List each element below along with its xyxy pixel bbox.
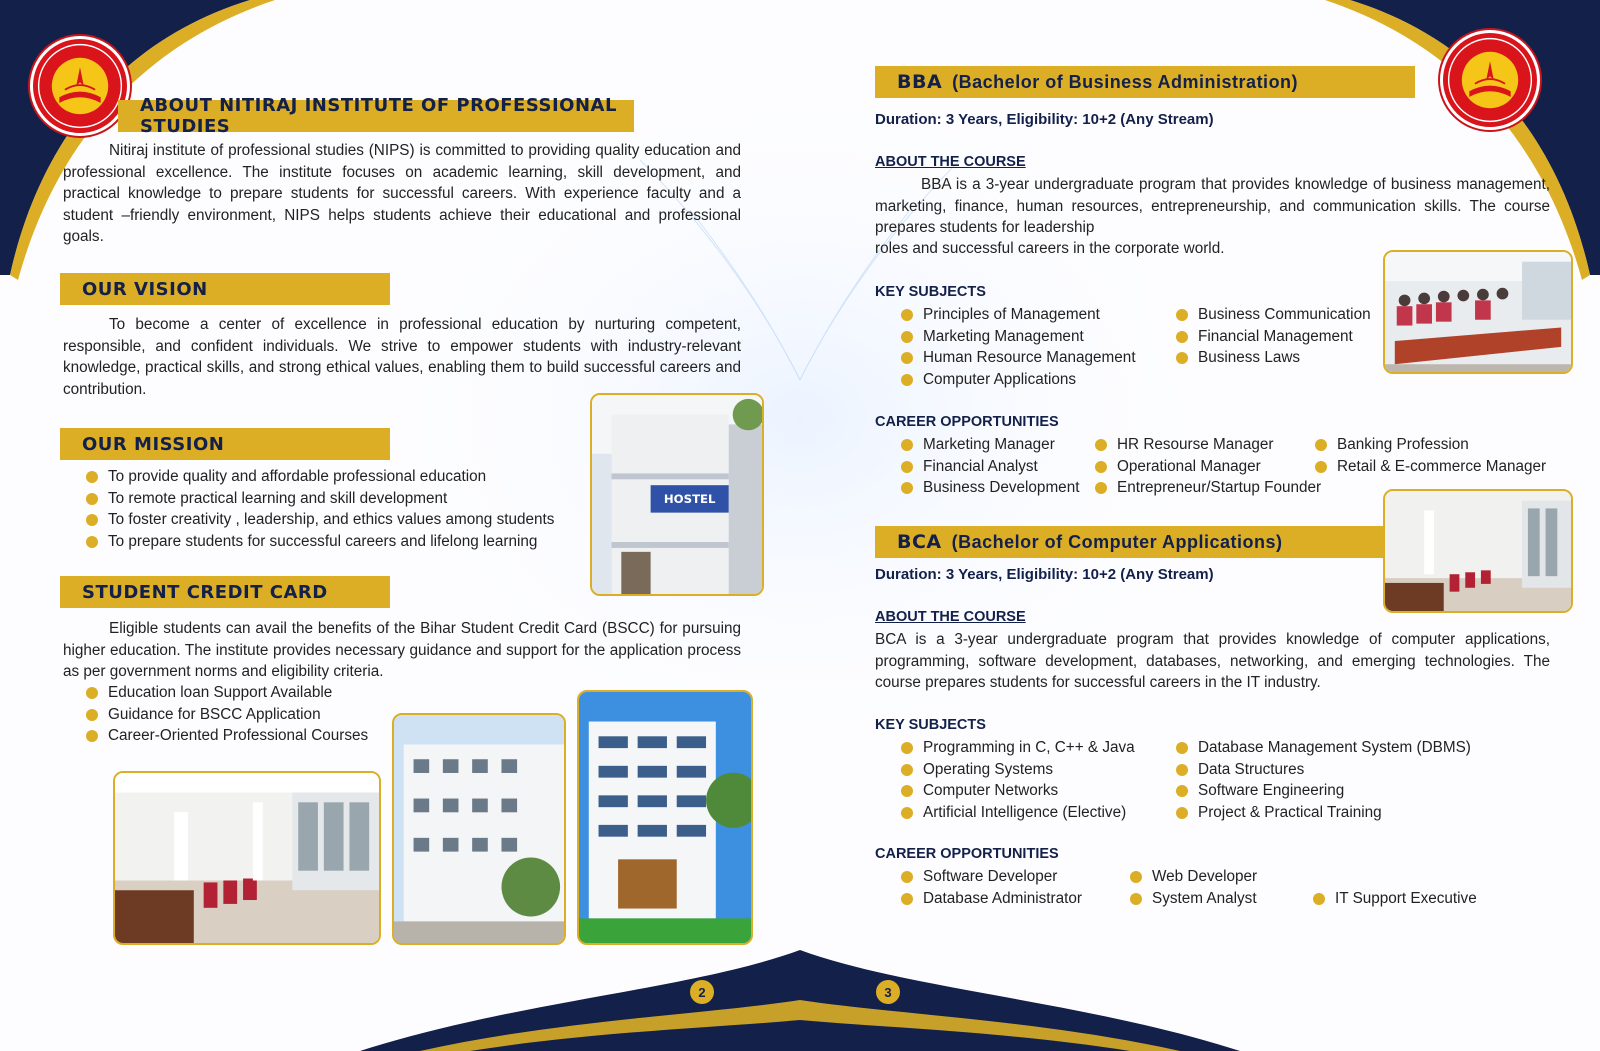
bba-heading [875,66,1415,98]
credit-list [86,682,368,747]
mission-heading [60,428,390,460]
list-item: Financial Analyst [901,456,1079,478]
bca-subjects-col2 [1176,737,1471,823]
vision-heading [60,273,390,305]
bca-careers-heading: CAREER OPPORTUNITIES [875,846,1059,862]
bba-about-text: BBA is a 3-year undergraduate program that provides knowledge of business management, marketing, finance, human resources, entrepreneurship, and communication skills. The course prepares students for leadership [875,176,1550,237]
bca-careers-col3 [1313,888,1477,910]
mission-list [86,466,554,552]
bba-careers-col1 [901,434,1079,499]
bba-subjects-col2 [1176,304,1371,369]
list-item: Career-Oriented Professional Courses [86,725,368,747]
students-classroom-photo [1383,250,1573,374]
institute-logo-right [1440,30,1540,130]
bca-about-heading: ABOUT THE COURSE [875,609,1026,625]
list-item: Project & Practical Training [1176,802,1471,824]
list-item: To prepare students for successful careers and lifelong learning [86,531,554,553]
page-number-right: 3 [876,980,900,1004]
bba-subjects-col1 [901,304,1136,390]
bca-abbr: BCA [897,531,942,553]
about-text: Nitiraj institute of professional studies (NIPS) is committed to providing quality education and professional excellence. The institute focuses on academic learning, skill development, and practical knowledge to prepare students for successful careers. With experience faculty and a student –friendly environment, NIPS helps students achieve their educational and professional goals. [63,142,741,246]
mission-heading-text: OUR MISSION [82,433,225,455]
list-item: Banking Profession [1315,434,1546,456]
list-item: To remote practical learning and skill development [86,488,554,510]
bba-full-name: (Bachelor of Business Administration) [952,71,1299,92]
credit-heading-text: STUDENT CREDIT CARD [82,581,328,603]
list-item: Education loan Support Available [86,682,368,704]
list-item: Marketing Manager [901,434,1079,456]
bba-subjects-heading: KEY SUBJECTS [875,284,986,300]
bba-careers-col3 [1315,434,1546,477]
classroom-corridor-photo [113,771,381,945]
list-item: Operational Manager [1095,456,1321,478]
about-heading-text: ABOUT NITIRAJ INSTITUTE OF PROFESSIONAL STUDIES [140,95,617,137]
hostel-photo [590,393,764,596]
bca-full-name: (Bachelor of Computer Applications) [951,531,1283,552]
list-item: To foster creativity , leadership, and ethics values among students [86,509,554,531]
bca-about-text: BCA is a 3-year undergraduate program that provides knowledge of computer applications, programming, software development, databases, networking, and emerging technologies. The course prepares students for successful careers in the IT industry. [875,631,1550,692]
list-item: Financial Management [1176,326,1371,348]
list-item: Software Engineering [1176,780,1471,802]
list-item: Programming in C, C++ & Java [901,737,1135,759]
institute-logo-left [30,36,130,136]
bba-duration: Duration: 3 Years, Eligibility: 10+2 (Any Stream) [875,111,1214,128]
list-item: Artificial Intelligence (Elective) [901,802,1135,824]
list-item: Business Development [901,477,1079,499]
list-item: Principles of Management [901,304,1136,326]
bca-careers-col2 [1130,866,1257,909]
list-item: Business Laws [1176,347,1371,369]
credit-text: Eligible students can avail the benefits of the Bihar Student Credit Card (BSCC) for pursuing higher education. The institute provides necessary guidance and support for the application process as per government norms and eligibility criteria. [63,620,741,681]
hostel-sign-text: HOSTEL [663,491,716,506]
vision-text: To become a center of excellence in professional education by nurturing competent, responsible, and confident individuals. We strive to empower students with industry-relevant knowledge, practical skills, and strong ethical values, enabling them to build successful careers and contribution. [63,316,741,398]
list-item: Retail & E-commerce Manager [1315,456,1546,478]
bba-about-text-2: roles and successful careers in the corporate world. [875,240,1225,257]
list-item: Entrepreneur/Startup Founder [1095,477,1321,499]
list-item: Software Developer [901,866,1082,888]
bba-about-heading: ABOUT THE COURSE [875,154,1026,170]
list-item: System Analyst [1130,888,1257,910]
list-item: To provide quality and affordable professional education [86,466,554,488]
list-item: Business Communication [1176,304,1371,326]
corridor-photo [1383,489,1573,613]
bca-subjects-col1 [901,737,1135,823]
list-item: Data Structures [1176,759,1471,781]
bca-duration: Duration: 3 Years, Eligibility: 10+2 (Any Stream) [875,566,1214,583]
bca-heading [875,526,1385,558]
list-item: Computer Networks [901,780,1135,802]
building-photo-2 [577,690,753,945]
list-item: IT Support Executive [1313,888,1477,910]
bba-careers-heading: CAREER OPPORTUNITIES [875,414,1059,430]
list-item: Database Administrator [901,888,1082,910]
list-item: Web Developer [1130,866,1257,888]
list-item: Marketing Management [901,326,1136,348]
about-heading [118,95,634,137]
list-item: Operating Systems [901,759,1135,781]
bca-careers-col1 [901,866,1082,909]
list-item: Guidance for BSCC Application [86,704,368,726]
bba-careers-col2 [1095,434,1321,499]
bba-abbr: BBA [897,71,943,93]
list-item: Database Management System (DBMS) [1176,737,1471,759]
credit-heading [60,576,390,608]
building-photo-1 [392,713,566,945]
page-number-left: 2 [690,980,714,1004]
list-item: HR Resourse Manager [1095,434,1321,456]
list-item: Computer Applications [901,369,1136,391]
bca-subjects-heading: KEY SUBJECTS [875,717,986,733]
list-item: Human Resource Management [901,347,1136,369]
vision-heading-text: OUR VISION [82,278,208,300]
